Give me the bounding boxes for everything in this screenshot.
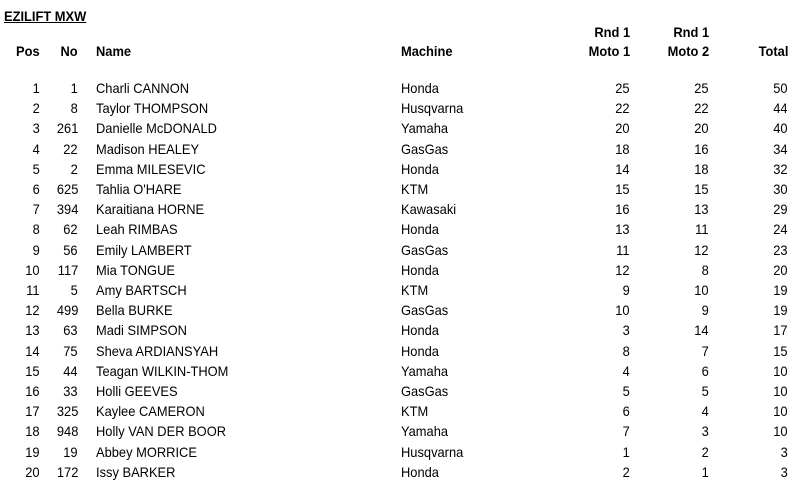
row-rider-name: Emily LAMBERT: [96, 241, 192, 258]
row-moto1-points: 16: [615, 201, 630, 218]
row-rider-name: Mia TONGUE: [96, 261, 175, 278]
row-total-points: 10: [773, 423, 788, 440]
row-rider-number: 172: [56, 463, 78, 480]
row-moto2-points: 16: [694, 140, 709, 157]
table-row: [0, 139, 800, 159]
row-machine: KTM: [401, 282, 429, 298]
row-rider-name: Madison HEALEY: [96, 140, 200, 157]
table-row: [0, 219, 800, 239]
row-rider-number: 33: [63, 383, 78, 399]
row-moto1-points: 18: [615, 140, 630, 157]
table-row: [0, 442, 800, 462]
row-rider-number: 2: [70, 160, 78, 177]
row-moto2-points: 13: [694, 201, 709, 218]
table-row: [0, 401, 800, 421]
row-total-points: 3: [780, 443, 788, 460]
row-position: 9: [32, 241, 40, 258]
row-rider-name: Sheva ARDIANSYAH: [96, 342, 219, 359]
row-position: 18: [25, 423, 40, 440]
header-machine: Machine: [401, 43, 453, 59]
row-total-points: 19: [773, 282, 788, 298]
header-pos: Pos: [16, 43, 40, 59]
row-moto2-points: 9: [701, 302, 709, 319]
row-position: 12: [25, 302, 40, 319]
table-row: [0, 381, 800, 401]
row-total-points: 19: [773, 302, 788, 319]
row-moto1-points: 10: [615, 302, 630, 319]
row-position: 3: [32, 120, 40, 137]
row-machine: KTM: [401, 181, 429, 197]
row-moto2-points: 15: [694, 181, 709, 197]
row-rider-number: 62: [63, 221, 78, 238]
header-moto1: [588, 23, 630, 61]
row-position: 15: [25, 362, 40, 379]
row-moto1-points: 13: [615, 221, 630, 238]
row-total-points: 10: [773, 403, 788, 420]
header-name: Name: [96, 43, 132, 59]
row-rider-name: Leah RIMBAS: [96, 221, 178, 238]
row-moto2-points: 22: [694, 100, 709, 117]
table-row: [0, 300, 800, 320]
table-row: [0, 118, 800, 138]
row-total-points: 50: [773, 80, 788, 96]
row-rider-number: 19: [63, 443, 78, 460]
row-total-points: 24: [773, 221, 788, 238]
row-moto1-points: 22: [615, 100, 630, 117]
header-total: Total: [758, 43, 788, 59]
row-position: 1: [32, 80, 40, 96]
row-moto1-points: 3: [622, 322, 630, 339]
row-machine: GasGas: [401, 140, 449, 157]
row-position: 19: [25, 443, 40, 460]
row-position: 17: [25, 403, 40, 420]
row-rider-name: Danielle McDONALD: [96, 120, 217, 137]
header-moto1-label: Moto 1: [588, 43, 630, 59]
row-moto1-points: 20: [615, 120, 630, 137]
header-moto1-round: Rnd 1: [594, 24, 630, 40]
row-moto1-points: 7: [622, 423, 630, 440]
row-moto2-points: 14: [694, 322, 709, 339]
row-total-points: 32: [773, 160, 788, 177]
header-no: No: [60, 43, 78, 59]
row-moto1-points: 6: [622, 403, 630, 420]
row-rider-number: 325: [56, 403, 78, 420]
row-moto2-points: 2: [701, 443, 709, 460]
row-moto2-points: 5: [701, 383, 709, 399]
table-row: [0, 240, 800, 260]
row-rider-number: 22: [63, 140, 78, 157]
row-total-points: 44: [773, 100, 788, 117]
row-rider-name: Taylor THOMPSON: [96, 100, 209, 117]
row-rider-name: Tahlia O'HARE: [96, 181, 182, 197]
row-machine: GasGas: [401, 383, 449, 399]
row-total-points: 3: [780, 463, 788, 480]
row-position: 16: [25, 383, 40, 399]
row-machine: Husqvarna: [401, 443, 464, 460]
row-moto1-points: 11: [616, 241, 630, 258]
header-moto2: [667, 23, 709, 61]
row-rider-number: 1: [70, 80, 78, 96]
row-rider-name: Madi SIMPSON: [96, 322, 187, 339]
row-rider-number: 8: [70, 100, 78, 117]
row-moto1-points: 14: [615, 160, 630, 177]
row-rider-number: 75: [63, 342, 78, 359]
row-total-points: 29: [773, 201, 788, 218]
row-rider-name: Kaylee CAMERON: [96, 403, 205, 420]
row-position: 6: [32, 181, 40, 197]
row-rider-number: 625: [56, 181, 78, 197]
row-rider-name: Teagan WILKIN-THOM: [96, 362, 229, 379]
row-total-points: 15: [773, 342, 788, 359]
row-moto1-points: 25: [615, 80, 630, 96]
row-position: 10: [25, 261, 40, 278]
row-total-points: 34: [773, 140, 788, 157]
row-machine: Honda: [401, 463, 439, 480]
row-position: 13: [25, 322, 40, 339]
row-machine: Husqvarna: [401, 100, 464, 117]
row-position: 11: [26, 282, 40, 298]
row-moto1-points: 9: [622, 282, 630, 298]
row-moto1-points: 12: [615, 261, 630, 278]
row-machine: Yamaha: [401, 120, 449, 137]
row-position: 4: [32, 140, 40, 157]
row-machine: Yamaha: [401, 423, 449, 440]
row-total-points: 10: [773, 362, 788, 379]
row-moto1-points: 4: [622, 362, 630, 379]
row-moto2-points: 8: [701, 261, 709, 278]
page-title: EZILIFT MXW: [4, 8, 87, 24]
row-position: 20: [25, 463, 40, 480]
table-row: [0, 341, 800, 361]
row-position: 14: [25, 342, 40, 359]
row-rider-name: Charli CANNON: [96, 80, 190, 96]
table-row: [0, 179, 800, 199]
row-machine: Yamaha: [401, 362, 449, 379]
row-total-points: 20: [773, 261, 788, 278]
table-row: [0, 159, 800, 179]
row-position: 2: [32, 100, 40, 117]
table-row: [0, 199, 800, 219]
row-machine: Honda: [401, 261, 439, 278]
row-total-points: 17: [773, 322, 788, 339]
row-total-points: 10: [773, 383, 788, 399]
row-moto2-points: 7: [701, 342, 709, 359]
row-machine: GasGas: [401, 302, 449, 319]
table-row: [0, 280, 800, 300]
row-rider-number: 44: [63, 362, 78, 379]
row-machine: Kawasaki: [401, 201, 457, 218]
row-machine: GasGas: [401, 241, 449, 258]
row-machine: Honda: [401, 160, 439, 177]
table-row: [0, 78, 800, 98]
header-moto2-label: Moto 2: [667, 43, 709, 59]
row-rider-name: Holly VAN DER BOOR: [96, 423, 227, 440]
row-rider-number: 117: [57, 261, 78, 278]
row-total-points: 30: [773, 181, 788, 197]
table-row: [0, 320, 800, 340]
row-moto2-points: 3: [701, 423, 709, 440]
row-total-points: 23: [773, 241, 788, 258]
table-row: [0, 361, 800, 381]
row-moto1-points: 15: [615, 181, 630, 197]
table-row: [0, 260, 800, 280]
table-row: [0, 421, 800, 441]
row-machine: Honda: [401, 322, 439, 339]
row-moto2-points: 25: [694, 80, 709, 96]
row-moto1-points: 2: [622, 463, 630, 480]
row-rider-name: Emma MILESEVIC: [96, 160, 206, 177]
row-machine: KTM: [401, 403, 429, 420]
row-rider-name: Holli GEEVES: [96, 383, 178, 399]
row-machine: Honda: [401, 342, 439, 359]
row-rider-name: Amy BARTSCH: [96, 282, 187, 298]
row-rider-name: Issy BARKER: [96, 463, 176, 480]
row-moto2-points: 20: [694, 120, 709, 137]
row-total-points: 40: [773, 120, 788, 137]
row-moto1-points: 1: [622, 443, 630, 460]
row-moto1-points: 8: [622, 342, 630, 359]
row-rider-number: 63: [63, 322, 78, 339]
row-rider-name: Bella BURKE: [96, 302, 173, 319]
header-moto2-round: Rnd 1: [673, 24, 709, 40]
row-rider-number: 948: [56, 423, 78, 440]
table-row: [0, 462, 800, 482]
row-rider-number: 5: [70, 282, 78, 298]
row-position: 5: [32, 160, 40, 177]
row-rider-name: Abbey MORRICE: [96, 443, 197, 460]
row-rider-number: 499: [56, 302, 78, 319]
row-rider-name: Karaitiana HORNE: [96, 201, 205, 218]
row-moto2-points: 1: [701, 463, 709, 480]
row-moto1-points: 5: [622, 383, 630, 399]
row-rider-number: 56: [63, 241, 78, 258]
row-moto2-points: 10: [694, 282, 709, 298]
row-rider-number: 394: [56, 201, 78, 218]
row-rider-number: 261: [56, 120, 78, 137]
row-moto2-points: 11: [695, 221, 709, 238]
row-moto2-points: 18: [694, 160, 709, 177]
row-position: 8: [32, 221, 40, 238]
row-moto2-points: 6: [701, 362, 709, 379]
table-row: [0, 98, 800, 118]
row-moto2-points: 4: [701, 403, 709, 420]
row-moto2-points: 12: [694, 241, 709, 258]
row-position: 7: [32, 201, 40, 218]
row-machine: Honda: [401, 80, 439, 96]
row-machine: Honda: [401, 221, 439, 238]
